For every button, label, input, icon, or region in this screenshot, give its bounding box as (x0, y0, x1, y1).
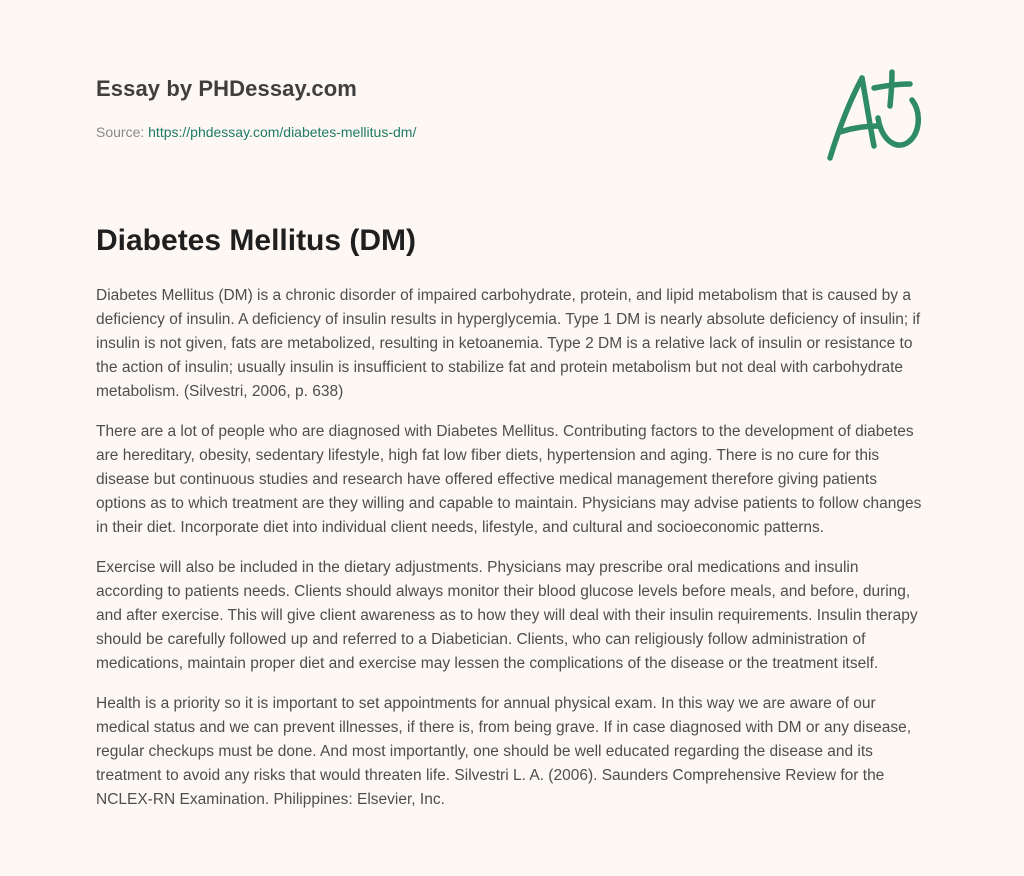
essay-body (96, 284, 928, 828)
source-line (96, 124, 416, 140)
source-link[interactable]: https://phdessay.com/diabetes-mellitus-dm/ (148, 124, 417, 140)
essay-page (96, 0, 928, 876)
essay-title: Diabetes Mellitus (DM) (96, 224, 417, 257)
a-plus-logo-graphic (824, 66, 928, 166)
essay-paragraph: Health is a priority so it is important to set appointments for annual physical exam. In this way we are aware of our medical status and we can prevent illnesses, if there is, from being grave. If in case diagnosed with DM or any disease, regular checkups must be done. And most importantly, one should be well educated regarding the disease and its treatment to avoid any risks that would threaten life. Silvestri L. A. (2006). Saunders Comprehensive Review for the NCLEX-RN Examination. Philippines: Elsevier, Inc. (96, 695, 912, 808)
source-label: Source: (96, 124, 145, 140)
essay-paragraph: Exercise will also be included in the dietary adjustments. Physicians may prescribe oral medications and insulin according to patients needs. Clients should always monitor their blood glucose levels before meals, and before, during, and after exercise. This will give client awareness as to how they will deal with their insulin requirements. Insulin therapy should be carefully followed up and referred to a Diabetician. Clients, who can religiously follow administration of medications, maintain proper diet and exercise may lessen the complications of the disease or the treatment itself. (96, 559, 918, 672)
essay-paragraph: There are a lot of people who are diagnosed with Diabetes Mellitus. Contributing factors to the development of diabetes are hereditary, obesity, sedentary lifestyle, high fat low fiber diets, hypertension and aging. There is no cure for this disease but continuous studies and research have offered effective medical management therefore giving patients options as to which treatment are they willing and capable to maintain. Physicians may advise patients to follow changes in their diet. Incorporate diet into individual client needs, lifestyle, and cultural and socioeconomic patterns. (96, 423, 922, 536)
site-title: Essay by PHDessay.com (96, 76, 357, 101)
a-plus-logo-icon (824, 66, 928, 166)
essay-paragraph: Diabetes Mellitus (DM) is a chronic disorder of impaired carbohydrate, protein, and lipid metabolism that is caused by a deficiency of insulin. A deficiency of insulin results in hyperglycemia. Type 1 DM is nearly absolute deficiency of insulin; if insulin is not given, fats are metabolized, resulting in ketoanemia. Type 2 DM is a relative lack of insulin or resistance to the action of insulin; usually insulin is insufficient to stabilize fat and protein metabolism but not deal with carbohydrate metabolism. (Silvestri, 2006, p. 638) (96, 287, 921, 400)
